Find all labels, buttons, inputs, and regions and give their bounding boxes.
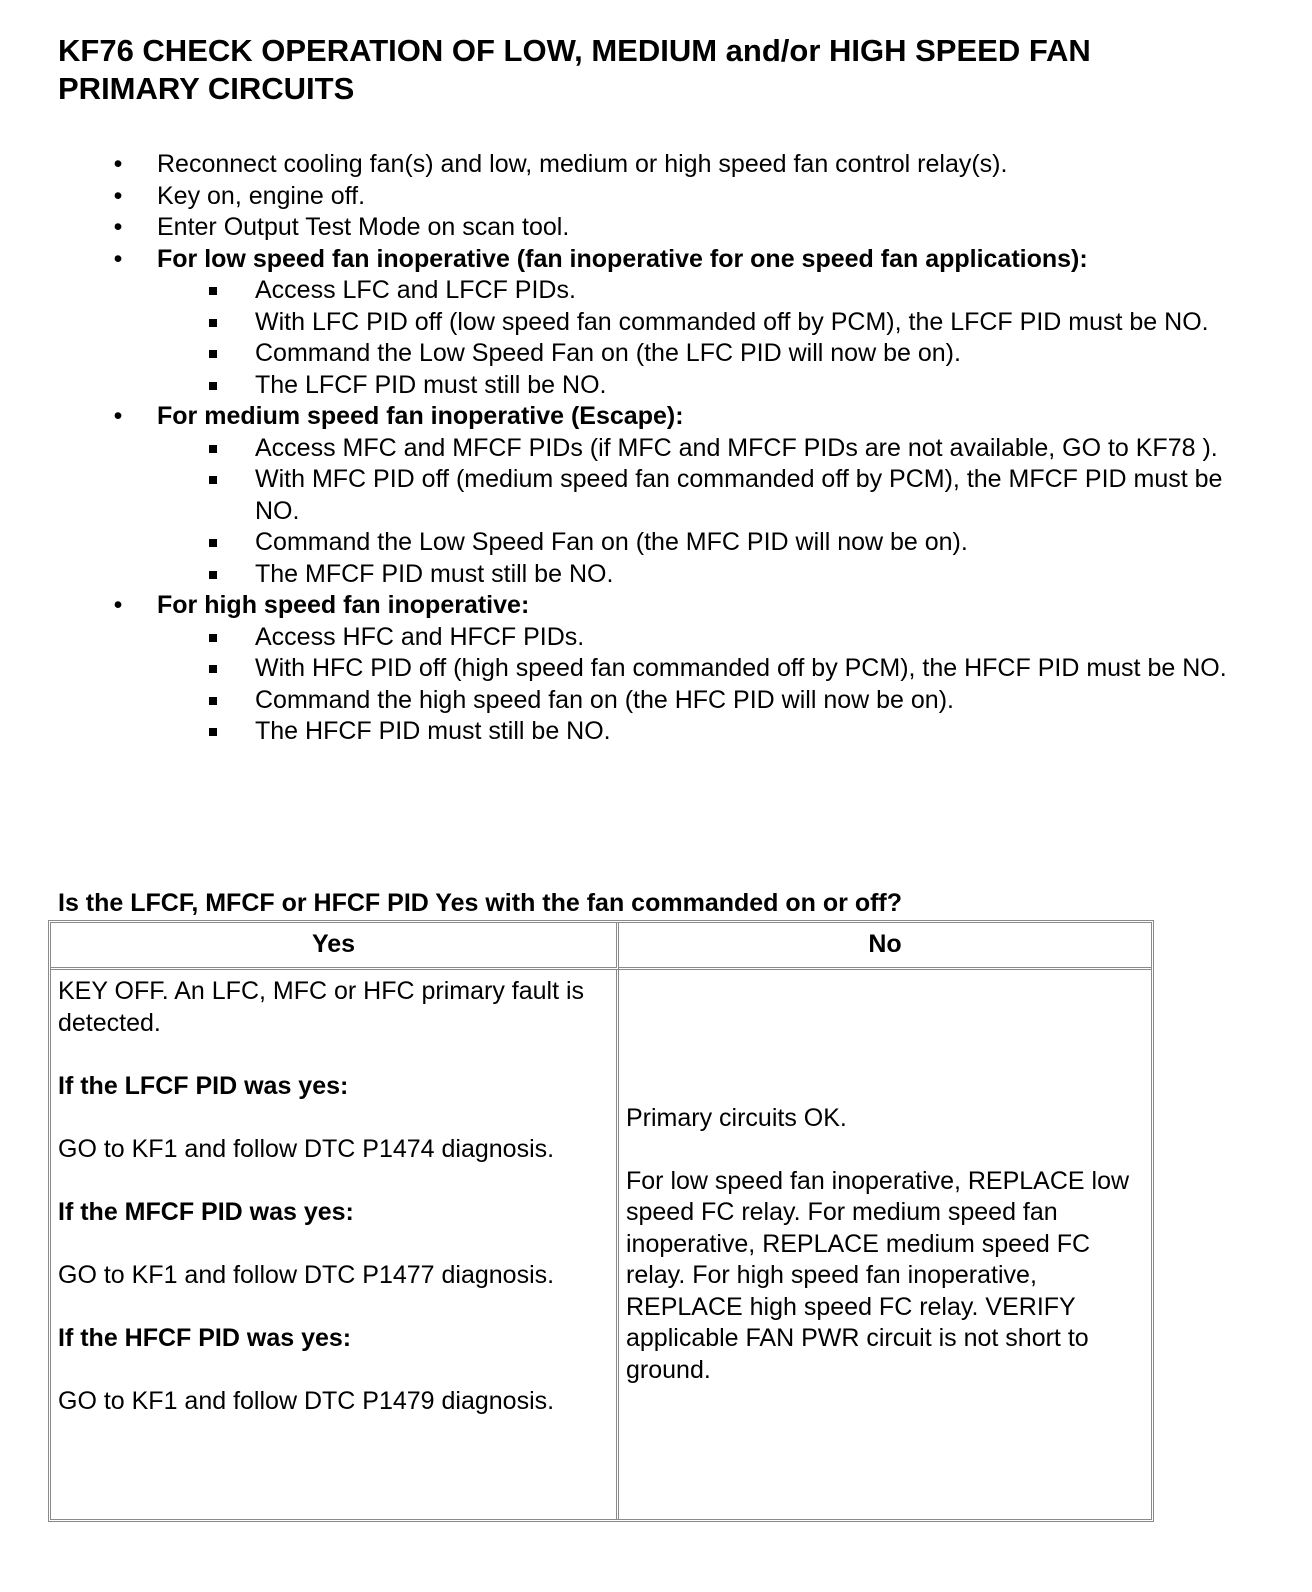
square-bullet-icon	[209, 728, 217, 736]
substep-item	[157, 559, 1312, 591]
decision-table	[48, 920, 1154, 1522]
bullet-icon: •	[113, 213, 123, 241]
square-bullet-icon	[209, 697, 217, 705]
square-bullet-icon	[209, 571, 217, 579]
no-status: Primary circuits OK.	[626, 1103, 847, 1132]
substep-item	[157, 622, 1312, 654]
step-item	[0, 212, 1312, 244]
square-bullet-icon	[209, 665, 217, 673]
step-heading: For medium speed fan inoperative (Escape):	[157, 402, 684, 430]
yes-intro: KEY OFF. An LFC, MFC or HFC primary fault is detected.	[58, 977, 585, 1037]
mfcf-heading: If the MFCF PID was yes:	[58, 1197, 354, 1226]
bullet-icon: •	[113, 591, 123, 619]
bullet-icon: •	[113, 244, 123, 273]
step-item-high-speed	[0, 590, 1312, 748]
no-column-header: No	[619, 923, 1151, 970]
square-bullet-icon	[209, 634, 217, 642]
step-text: Enter Output Test Mode on scan tool.	[157, 213, 570, 241]
step-item-low-speed	[0, 244, 1312, 402]
substep-text: Command the Low Speed Fan on (the MFC PID will now be on).	[255, 528, 968, 556]
substep-text: Access MFC and MFCF PIDs (if MFC and MFCF PIDs are not available, GO to KF78 ).	[255, 433, 1218, 462]
substep-item	[157, 685, 1312, 717]
yes-cell	[51, 970, 619, 1519]
hfcf-heading: If the HFCF PID was yes:	[58, 1323, 352, 1352]
step-text: Reconnect cooling fan(s) and low, medium or high speed fan control relay(s).	[157, 150, 1008, 178]
square-bullet-icon	[209, 539, 217, 547]
title-line-1: KF76 CHECK OPERATION OF LOW, MEDIUM and/or HIGH SPEED FAN	[58, 33, 1091, 68]
procedure-steps	[0, 149, 1312, 748]
step-heading: For low speed fan inoperative (fan inoperative for one speed fan applications):	[157, 244, 1088, 273]
substep-text: Command the Low Speed Fan on (the LFC PID will now be on).	[255, 339, 961, 367]
substep-text: Command the high speed fan on (the HFC PID will now be on).	[255, 685, 954, 714]
step-item	[0, 181, 1312, 213]
no-action: For low speed fan inoperative, REPLACE low speed FC relay. For medium speed fan inoperative, REPLACE medium speed FC relay. For high speed fan inoperative, REPLACE high speed FC relay. VERIFY applicable FAN PWR circuit is not short to ground.	[626, 1166, 1130, 1384]
square-bullet-icon	[209, 476, 217, 484]
substep-text: With HFC PID off (high speed fan commanded off by PCM), the HFCF PID must be NO.	[255, 654, 1227, 682]
substep-item	[157, 275, 1312, 307]
square-bullet-icon	[209, 445, 217, 453]
substep-item	[157, 653, 1312, 685]
bullet-icon: •	[113, 181, 123, 210]
substeps-low-speed	[157, 275, 1312, 401]
substeps-high-speed	[157, 622, 1312, 748]
substep-item	[157, 464, 1312, 527]
substep-text: The MFCF PID must still be NO.	[255, 559, 614, 588]
substep-text: Access LFC and LFCF PIDs.	[255, 276, 576, 304]
substep-item	[157, 433, 1312, 465]
yes-column-header: Yes	[51, 923, 619, 970]
substep-item	[157, 307, 1312, 339]
square-bullet-icon	[209, 287, 217, 295]
bullet-icon: •	[113, 150, 123, 178]
no-cell	[619, 970, 1151, 1519]
step-heading: For high speed fan inoperative:	[157, 591, 530, 619]
step-item	[0, 149, 1312, 181]
mfcf-action: GO to KF1 and follow DTC P1477 diagnosis.	[58, 1260, 555, 1289]
substeps-medium-speed	[157, 433, 1312, 591]
substep-text: The LFCF PID must still be NO.	[255, 370, 607, 399]
substep-text: With MFC PID off (medium speed fan commanded off by PCM), the MFCF PID must be NO.	[255, 465, 1223, 525]
bullet-icon: •	[113, 402, 123, 430]
step-item-medium-speed	[0, 401, 1312, 590]
substep-text: With LFC PID off (low speed fan commanded off by PCM), the LFCF PID must be NO.	[255, 307, 1209, 336]
substep-item	[157, 338, 1312, 370]
square-bullet-icon	[209, 382, 217, 390]
title-line-2: PRIMARY CIRCUITS	[58, 71, 355, 106]
hfcf-action: GO to KF1 and follow DTC P1479 diagnosis.	[58, 1386, 555, 1415]
substep-item	[157, 716, 1312, 748]
lfcf-action: GO to KF1 and follow DTC P1474 diagnosis.	[58, 1134, 555, 1163]
substep-item	[157, 527, 1312, 559]
page-title	[58, 32, 1258, 108]
square-bullet-icon	[209, 350, 217, 358]
substep-text: Access HFC and HFCF PIDs.	[255, 622, 585, 651]
decision-question: Is the LFCF, MFCF or HFCF PID Yes with the fan commanded on or off?	[58, 889, 903, 917]
step-text: Key on, engine off.	[157, 181, 366, 210]
square-bullet-icon	[209, 319, 217, 327]
substep-text: The HFCF PID must still be NO.	[255, 717, 611, 745]
substep-item	[157, 370, 1312, 402]
lfcf-heading: If the LFCF PID was yes:	[58, 1071, 349, 1100]
